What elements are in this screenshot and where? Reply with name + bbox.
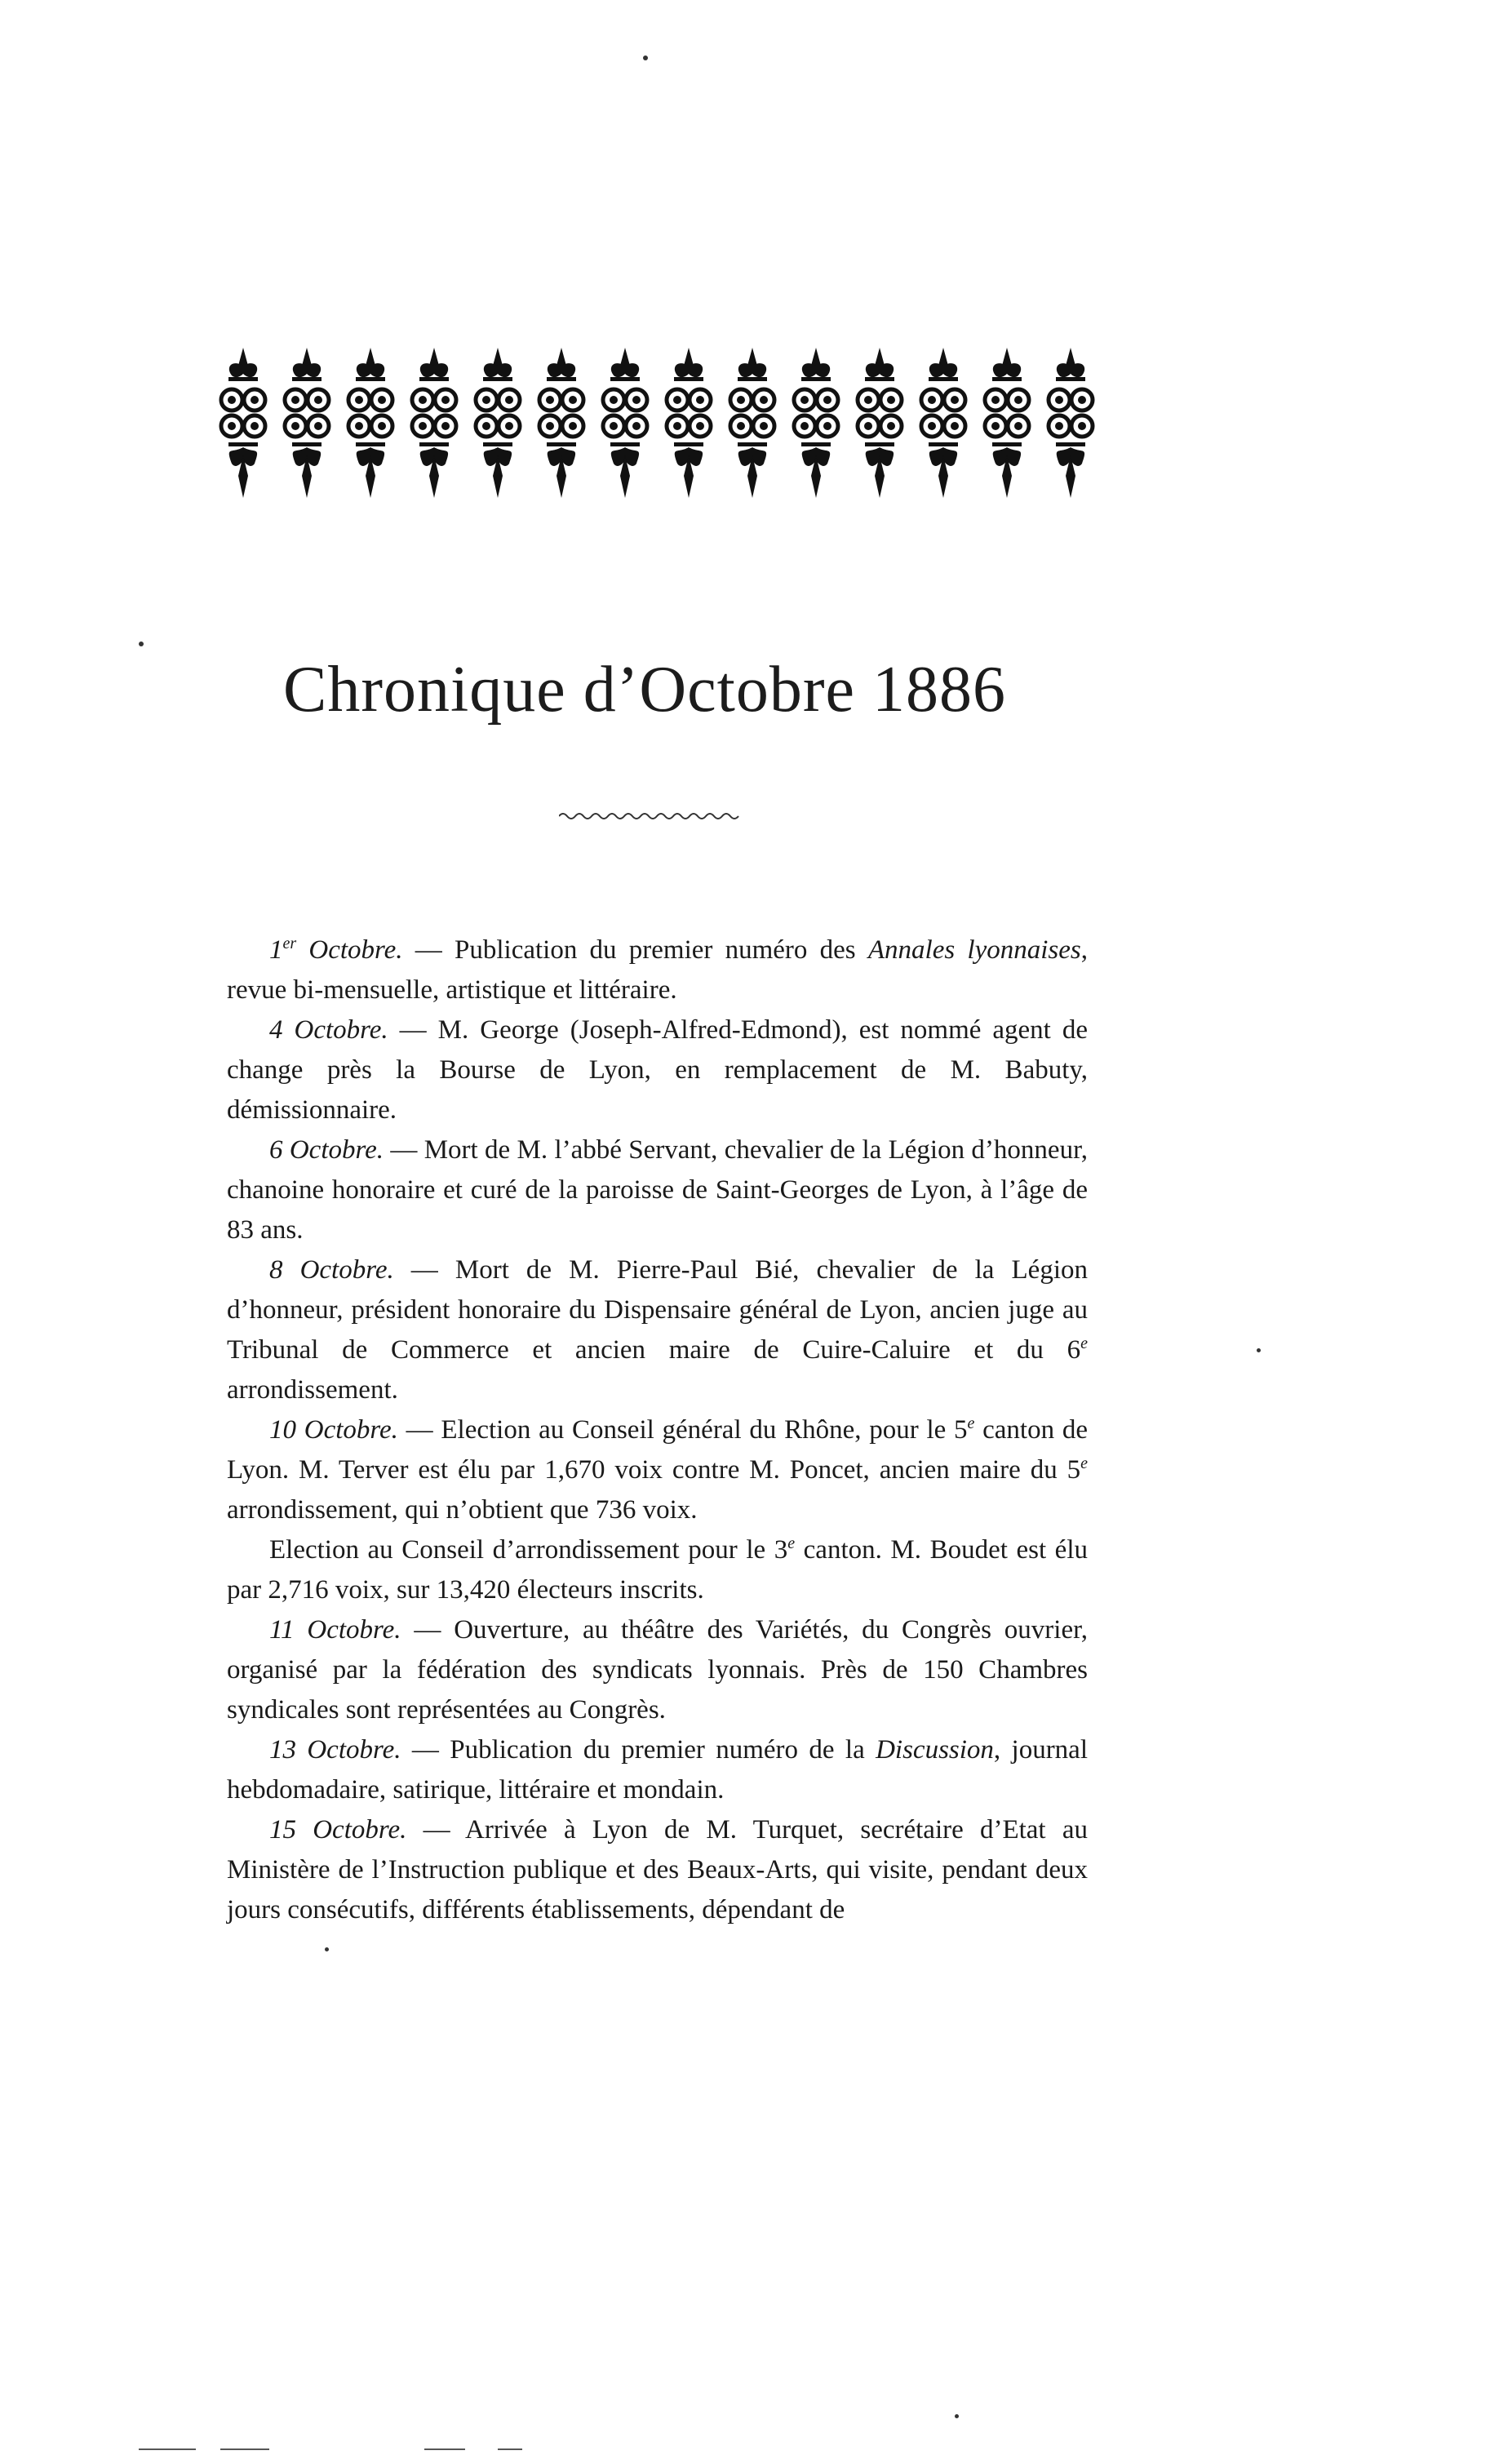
entry-6-octobre: 6 Octobre. — Mort de M. l’abbé Servant, chevalier de la Légion d’honneur, chanoine honoraire et curé de la paroisse de Saint-Georges de Lyon, à l’âge de 83 ans. xyxy=(227,1135,1088,1245)
entry-election-arrondissement: Election au Conseil d’arrondissement pour le 3e canton. M. Boudet est élu par 2,716 voix, sur 13,420 électeurs inscrits. xyxy=(227,1534,1088,1605)
entry-10-octobre: 10 Octobre. — Election au Conseil général du Rhône, pour le 5e canton de Lyon. M. Terver est élu par 1,670 voix contre M. Poncet, ancien maire du 5e arrondissement, qui n’obtient que 736 voix. xyxy=(227,1414,1088,1525)
wavy-divider xyxy=(559,806,755,826)
page-title: Chronique d’Octobre 1886 xyxy=(282,654,1007,726)
entry-1-octobre: 1er Octobre. — Publication du premier numéro des Annales lyonnaises, revue bi-mensuelle, artistique et littéraire. xyxy=(227,935,1088,1005)
fleuron-ornament-band xyxy=(211,341,1108,504)
entry-date: 8 Octobre. xyxy=(269,1255,394,1285)
entry-4-octobre: 4 Octobre. — M. George (Joseph-Alfred-Edmond), est nommé agent de change près la Bourse de Lyon, en remplacement de M. Babuty, démissionnaire. xyxy=(227,1015,1088,1125)
entry-date: 6 Octobre. xyxy=(269,1135,384,1165)
scan-speck xyxy=(1257,1348,1261,1352)
scan-edge-mark xyxy=(139,2448,196,2450)
entry-8-octobre: 8 Octobre. — Mort de M. Pierre-Paul Bié, chevalier de la Légion d’honneur, président honoraire du Dispensaire général de Lyon, ancien juge au Tribunal de Commerce et ancien maire de Cuire-Caluire et du 6e arrondissement. xyxy=(227,1255,1088,1405)
entry-date: 10 Octobre. xyxy=(269,1415,398,1445)
scan-edge-mark xyxy=(498,2448,522,2450)
entry-date: 11 Octobre. xyxy=(269,1615,401,1645)
entry-11-octobre: 11 Octobre. — Ouverture, au théâtre des Variétés, du Congrès ouvrier, organisé par la fédération des syndicats lyonnais. Près de 150 Chambres syndicales sont représentées au Congrès. xyxy=(227,1615,1089,1725)
scan-speck xyxy=(643,55,648,60)
scan-speck xyxy=(139,642,144,646)
entry-13-octobre: 13 Octobre. — Publication du premier numéro de la Discussion, journal hebdomadaire, satirique, littéraire et mondain. xyxy=(227,1735,1088,1805)
entry-date: 15 Octobre. xyxy=(269,1815,407,1845)
entry-15-octobre: 15 Octobre. — Arrivée à Lyon de M. Turquet, secrétaire d’Etat au Ministère de l’Instruction publique et des Beaux-Arts, qui visite, pendant deux jours consécutifs, différents établissements, dépendant de xyxy=(227,1815,1088,1925)
entry-date: 4 Octobre. xyxy=(269,1015,388,1045)
entry-date: 1er Octobre. xyxy=(269,935,403,965)
scan-speck xyxy=(325,1947,329,1951)
entry-date: 13 Octobre. xyxy=(269,1735,401,1765)
scan-edge-mark xyxy=(424,2448,465,2450)
chronicle-entries xyxy=(227,930,1088,1930)
scan-edge-mark xyxy=(220,2448,269,2450)
scan-speck xyxy=(955,2414,959,2418)
